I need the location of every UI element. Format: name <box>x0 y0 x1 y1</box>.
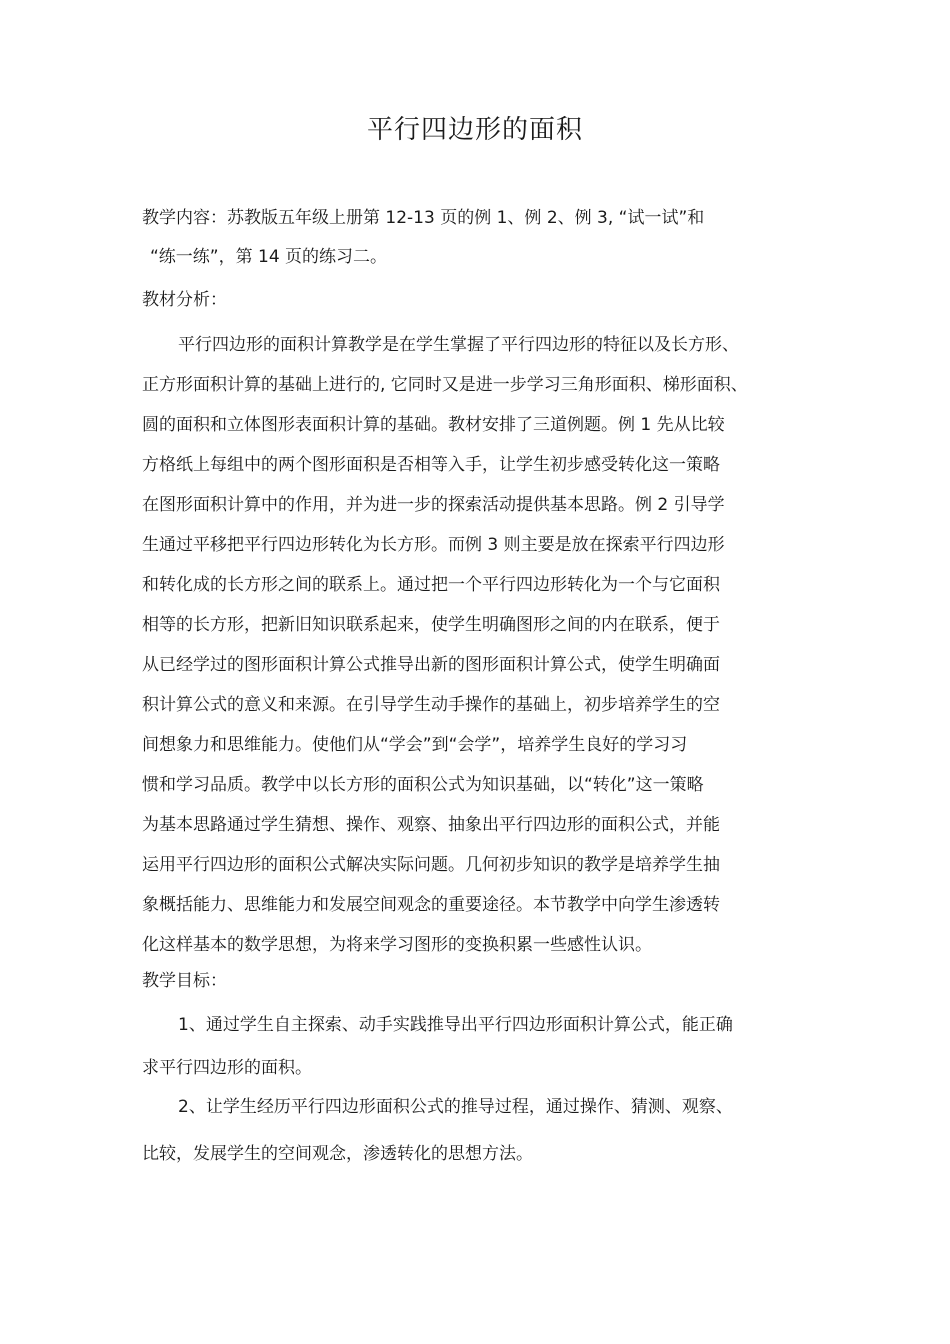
analysis-line: 为基本思路通过学生猜想、操作、观察、抽象出平行四边形的面积公式，并能 <box>142 815 720 835</box>
goal-1-line-2: 求平行四边形的面积。 <box>142 1058 312 1078</box>
teaching-content-line-1: 教学内容：苏教版五年级上册第 12-13 页的例 1、例 2、例 3, “试一试”和 <box>142 208 705 228</box>
analysis-line: 化这样基本的数学思想，为将来学习图形的变换积累一些感性认识。 <box>142 935 652 955</box>
goal-1-line-1: 1、通过学生自主探索、动手实践推导出平行四边形面积计算公式，能正确 <box>178 1015 733 1035</box>
analysis-line: 从已经学过的图形面积计算公式推导出新的图形面积计算公式，使学生明确面 <box>142 655 720 675</box>
analysis-line: 方格纸上每组中的两个图形面积是否相等入手，让学生初步感受转化这一策略 <box>142 455 720 475</box>
teaching-content-line-2: “练一练”，第 14 页的练习二。 <box>150 247 388 267</box>
goal-2-line-1: 2、让学生经历平行四边形面积公式的推导过程，通过操作、猜测、观察、 <box>178 1097 733 1117</box>
analysis-line: 生通过平移把平行四边形转化为长方形。而例 3 则主要是放在探索平行四边形 <box>142 535 725 555</box>
analysis-heading: 教材分析： <box>142 290 227 310</box>
analysis-line: 积计算公式的意义和来源。在引导学生动手操作的基础上，初步培养学生的空 <box>142 695 720 715</box>
goals-heading: 教学目标： <box>142 971 227 991</box>
goal-2-line-2: 比较，发展学生的空间观念，渗透转化的思想方法。 <box>142 1144 533 1164</box>
analysis-line: 象概括能力、思维能力和发展空间观念的重要途径。本节教学中向学生渗透转 <box>142 895 720 915</box>
analysis-line: 惯和学习品质。教学中以长方形的面积公式为知识基础，以“转化”这一策略 <box>142 775 704 795</box>
analysis-line: 运用平行四边形的面积公式解决实际问题。几何初步知识的教学是培养学生抽 <box>142 855 720 875</box>
analysis-paragraph <box>142 325 827 965</box>
analysis-line: 平行四边形的面积计算教学是在学生掌握了平行四边形的特征以及长方形、 <box>178 335 739 355</box>
analysis-line: 和转化成的长方形之间的联系上。通过把一个平行四边形转化为一个与它面积 <box>142 575 720 595</box>
analysis-line: 间想象力和思维能力。使他们从“学会”到“会学”，培养学生良好的学习习 <box>142 735 688 755</box>
analysis-line: 正方形面积计算的基础上进行的, 它同时又是进一步学习三角形面积、梯形面积、 <box>142 375 748 395</box>
analysis-line: 圆的面积和立体图形表面积计算的基础。教材安排了三道例题。例 1 先从比较 <box>142 415 725 435</box>
page-title: 平行四边形的面积 <box>366 115 583 145</box>
analysis-line: 相等的长方形，把新旧知识联系起来，使学生明确图形之间的内在联系，便于 <box>142 615 720 635</box>
analysis-line: 在图形面积计算中的作用，并为进一步的探索活动提供基本思路。例 2 引导学 <box>142 495 725 515</box>
